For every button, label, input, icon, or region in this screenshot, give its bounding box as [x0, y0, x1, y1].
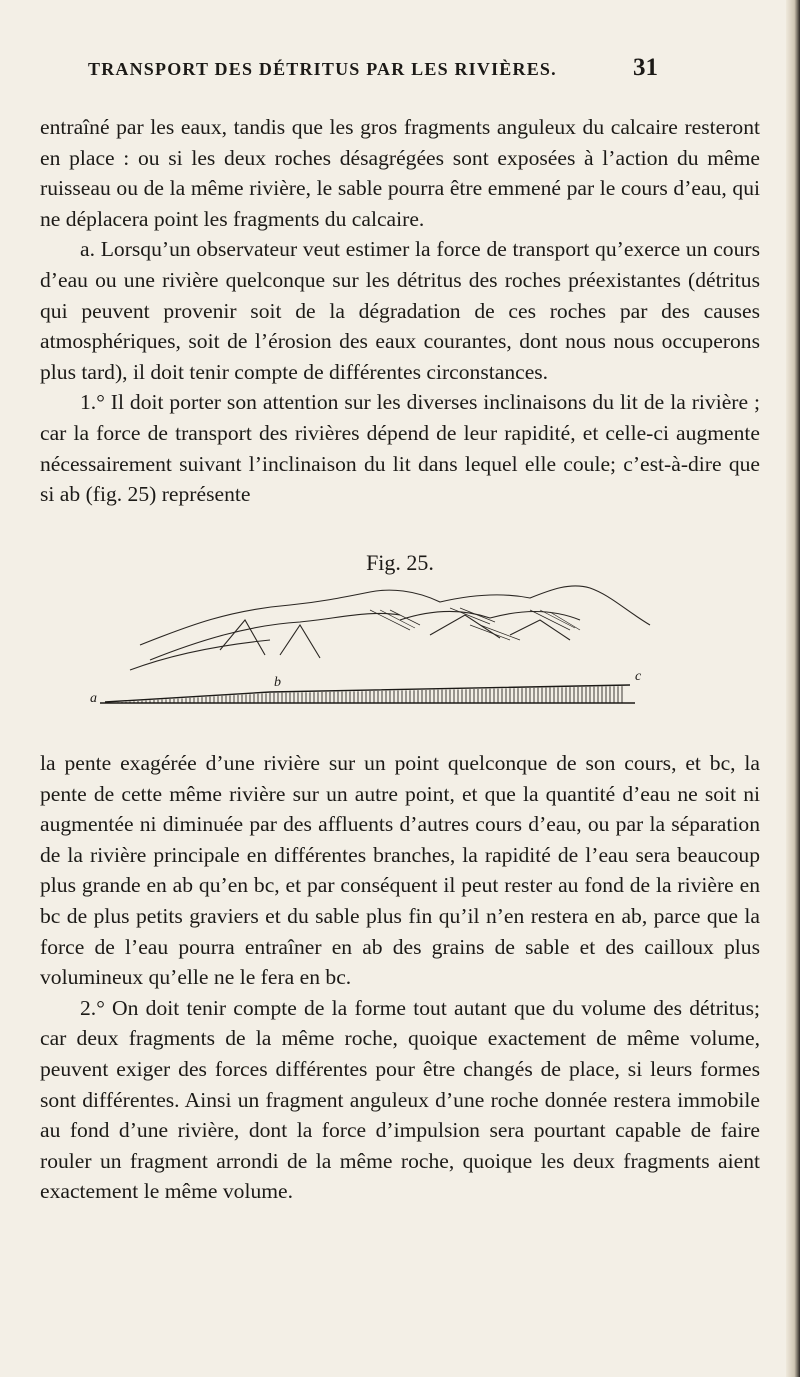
figure-caption: Fig. 25. — [366, 550, 434, 575]
text-after-figure — [40, 748, 760, 1207]
label-a: a — [90, 691, 97, 706]
hills-outline — [130, 586, 650, 670]
label-c: c — [635, 669, 642, 684]
river-bed-slope — [105, 685, 630, 702]
paragraph: entraîné par les eaux, tandis que les gros fragments anguleux du calcaire resteront en place : ou si les deux roches désagrégées sont exposées à l’action du même ruisseau ou de la même rivière, le sable pourra être emmené par le cours d’eau, qui ne déplacera point les fragments du calcaire. — [40, 115, 760, 231]
page-edge-shadow — [786, 0, 800, 1377]
paragraph: a. Lorsqu’un observateur veut estimer la force de transport qu’exerce un cours d’eau ou une rivière quelconque sur les détritus des roches préexistantes (détritus qui peuvent provenir soit de la dégradation de ces roches par des causes atmosphériques, soit de l’érosion des eaux courantes, dont nous nous occuperons plus tard), il doit tenir compte de différentes circonstances. — [40, 237, 760, 384]
paragraph: la pente exagérée d’une rivière sur un point quelconque de son cours, et bc, la pente de cette même rivière sur un autre point, et que la quantité d’eau ne soit ni augmentée ni diminuée par des affluents d’autres cours d’eau, ou par la séparation de la rivière principale en différentes branches, la rapidité de l’eau sera beaucoup plus grande en ab qu’en bc, et par conséquent il peut rester au fond de la rivière en bc de plus petits graviers et du sable plus fin qu’il n’en restera en ab, parce que la force de l’eau pourra entraîner en ab des grains de sable et des cailloux plus volumineux qu’elle ne le fera en bc. — [40, 751, 760, 990]
strata-hatching — [110, 686, 622, 703]
paragraph: 2.° On doit tenir compte de la forme tout autant que du volume des détritus; car deux fragments de la même roche, quoique exactement de même volume, peuvent exiger des forces différentes pour être changés de place, si leurs formes sont différentes. Ainsi un fragment anguleux d’une roche donnée restera immobile au fond d’une rivière, dont la force d’impulsion sera pourtant capable de faire rouler un fragment arrondi de la même roche, quoique les deux fragments aient exactement le même volume. — [40, 995, 760, 1204]
text-before-figure — [40, 112, 760, 510]
page-number: 31 — [633, 54, 658, 81]
figure-25 — [70, 540, 730, 740]
page-header — [88, 54, 658, 82]
paragraph: 1.° Il doit porter son attention sur les diverses inclinaisons du lit de la rivière ; car la force de transport des rivières dépend de leur rapidité, et celle-ci augmente nécessairement suivant l’inclinaison du lit dans lequel elle coule; c’est-à-dire que si ab (fig. 25) représente — [40, 390, 760, 507]
label-b: b — [274, 675, 281, 690]
running-title: TRANSPORT DES DÉTRITUS PAR LES RIVIÈRES. — [88, 59, 557, 79]
river-slope-illustration — [70, 580, 730, 730]
